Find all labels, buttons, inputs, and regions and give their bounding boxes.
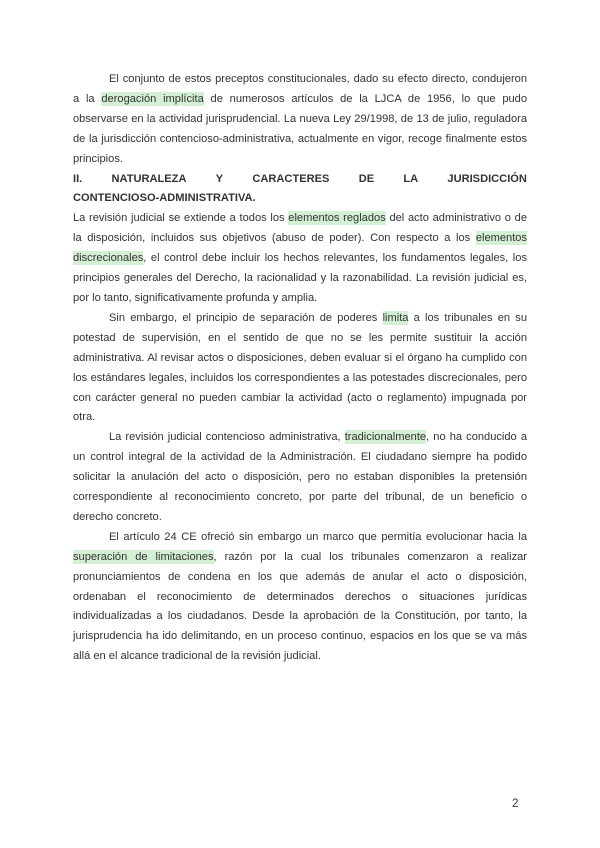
page-number: 2	[512, 798, 519, 810]
text-run: La revisión judicial se extiende a todos los	[73, 212, 289, 225]
heading-word: DE	[358, 172, 375, 185]
text-run: Sin embargo, el principio de separación de poderes	[109, 311, 383, 324]
text-run: La revisión judicial contencioso administrativa,	[109, 431, 345, 444]
text-run: El artículo 24 CE ofreció sin embargo un marco que permitía evolucionar hacia la	[109, 530, 527, 543]
text-run: El conjunto de estos preceptos constitucionales, dado su efecto directo, condujeron a la	[73, 73, 527, 105]
heading-word: JURISDICCIÓN	[447, 172, 527, 185]
paragraph-revision-judicial	[73, 209, 527, 309]
highlight-elementos-discrecionales: elementos discrecionales	[73, 232, 527, 265]
highlight-superacion-limitaciones: superación de limitaciones	[73, 550, 214, 563]
paragraph-intro	[73, 70, 527, 170]
highlight-derogacion: derogación implícita	[101, 92, 204, 105]
text-run: , el control debe incluir los hechos relevantes, los fundamentos legales, los principios generales del Derecho, la racionalidad y la razonabilidad. La revisión judicial es, por lo tanto, significativamente profunda y amplia.	[73, 252, 527, 304]
paragraph-separacion-poderes	[73, 309, 527, 428]
document-page	[73, 70, 527, 667]
highlight-limita: limita	[382, 311, 409, 324]
heading-word: CARACTERES	[252, 172, 330, 185]
text-run: , no ha conducido a un control integral de la actividad de la Administración. El ciudadano siempre ha podido solicitar la anulación del acto o disposición, pero no estaban disponibles la pretensión correspondiente al reconocimiento concreto, por parte del tribunal, de un beneficio o derecho concreto.	[73, 431, 527, 523]
highlight-tradicionalmente: tradicionalmente	[344, 431, 427, 444]
text-run: , razón por la cual los tribunales comenzaron a realizar pronunciamientos de condena en los que además de anular el acto o disposición, ordenaban el reconocimiento de determinados derechos o situaciones jurídicas individualizadas a los ciudadanos. Desde la aprobación de la Constitución, por tanto, la jurisprudencia ha ido delimitando, en un proceso continuo, espacios en los que se va más allá en el alcance tradicional de la revisión judicial.	[73, 550, 527, 663]
heading-line-1	[73, 170, 527, 190]
heading-line-2: CONTENCIOSO-ADMINISTRATIVA.	[73, 192, 256, 205]
paragraph-articulo-24	[73, 528, 527, 667]
heading-word: LA	[403, 172, 419, 185]
paragraph-tradicionalmente	[73, 428, 527, 528]
highlight-elementos-reglados: elementos reglados	[288, 212, 386, 225]
heading-word: II.	[73, 172, 83, 185]
heading-word: Y	[215, 172, 224, 185]
text-run: de numerosos artículos de la LJCA de 1956, lo que pudo observarse en la actividad jurisprudencial. La nueva Ley 29/1998, de 13 de julio, reguladora de la jurisdicción contencioso-administrativa, actualmente en vigor, recoge finalmente estos principios.	[73, 92, 527, 165]
section-heading	[73, 170, 527, 210]
heading-word: NATURALEZA	[111, 172, 187, 185]
text-run: a los tribunales en su potestad de supervisión, en el sentido de que no se les permite sustituir la acción administrativa. Al revisar actos o disposiciones, deben evaluar si el órgano ha cumplido con los estándares legales, incluidos los correspondientes a las potestades discrecionales, pero con carácter general no pueden cambiar la actividad (acto o reglamento) impugnada por otra.	[73, 311, 527, 424]
text-run: del acto administrativo o de la disposición, incluidos sus objetivos (abuso de poder). Con respecto a los	[73, 212, 527, 245]
